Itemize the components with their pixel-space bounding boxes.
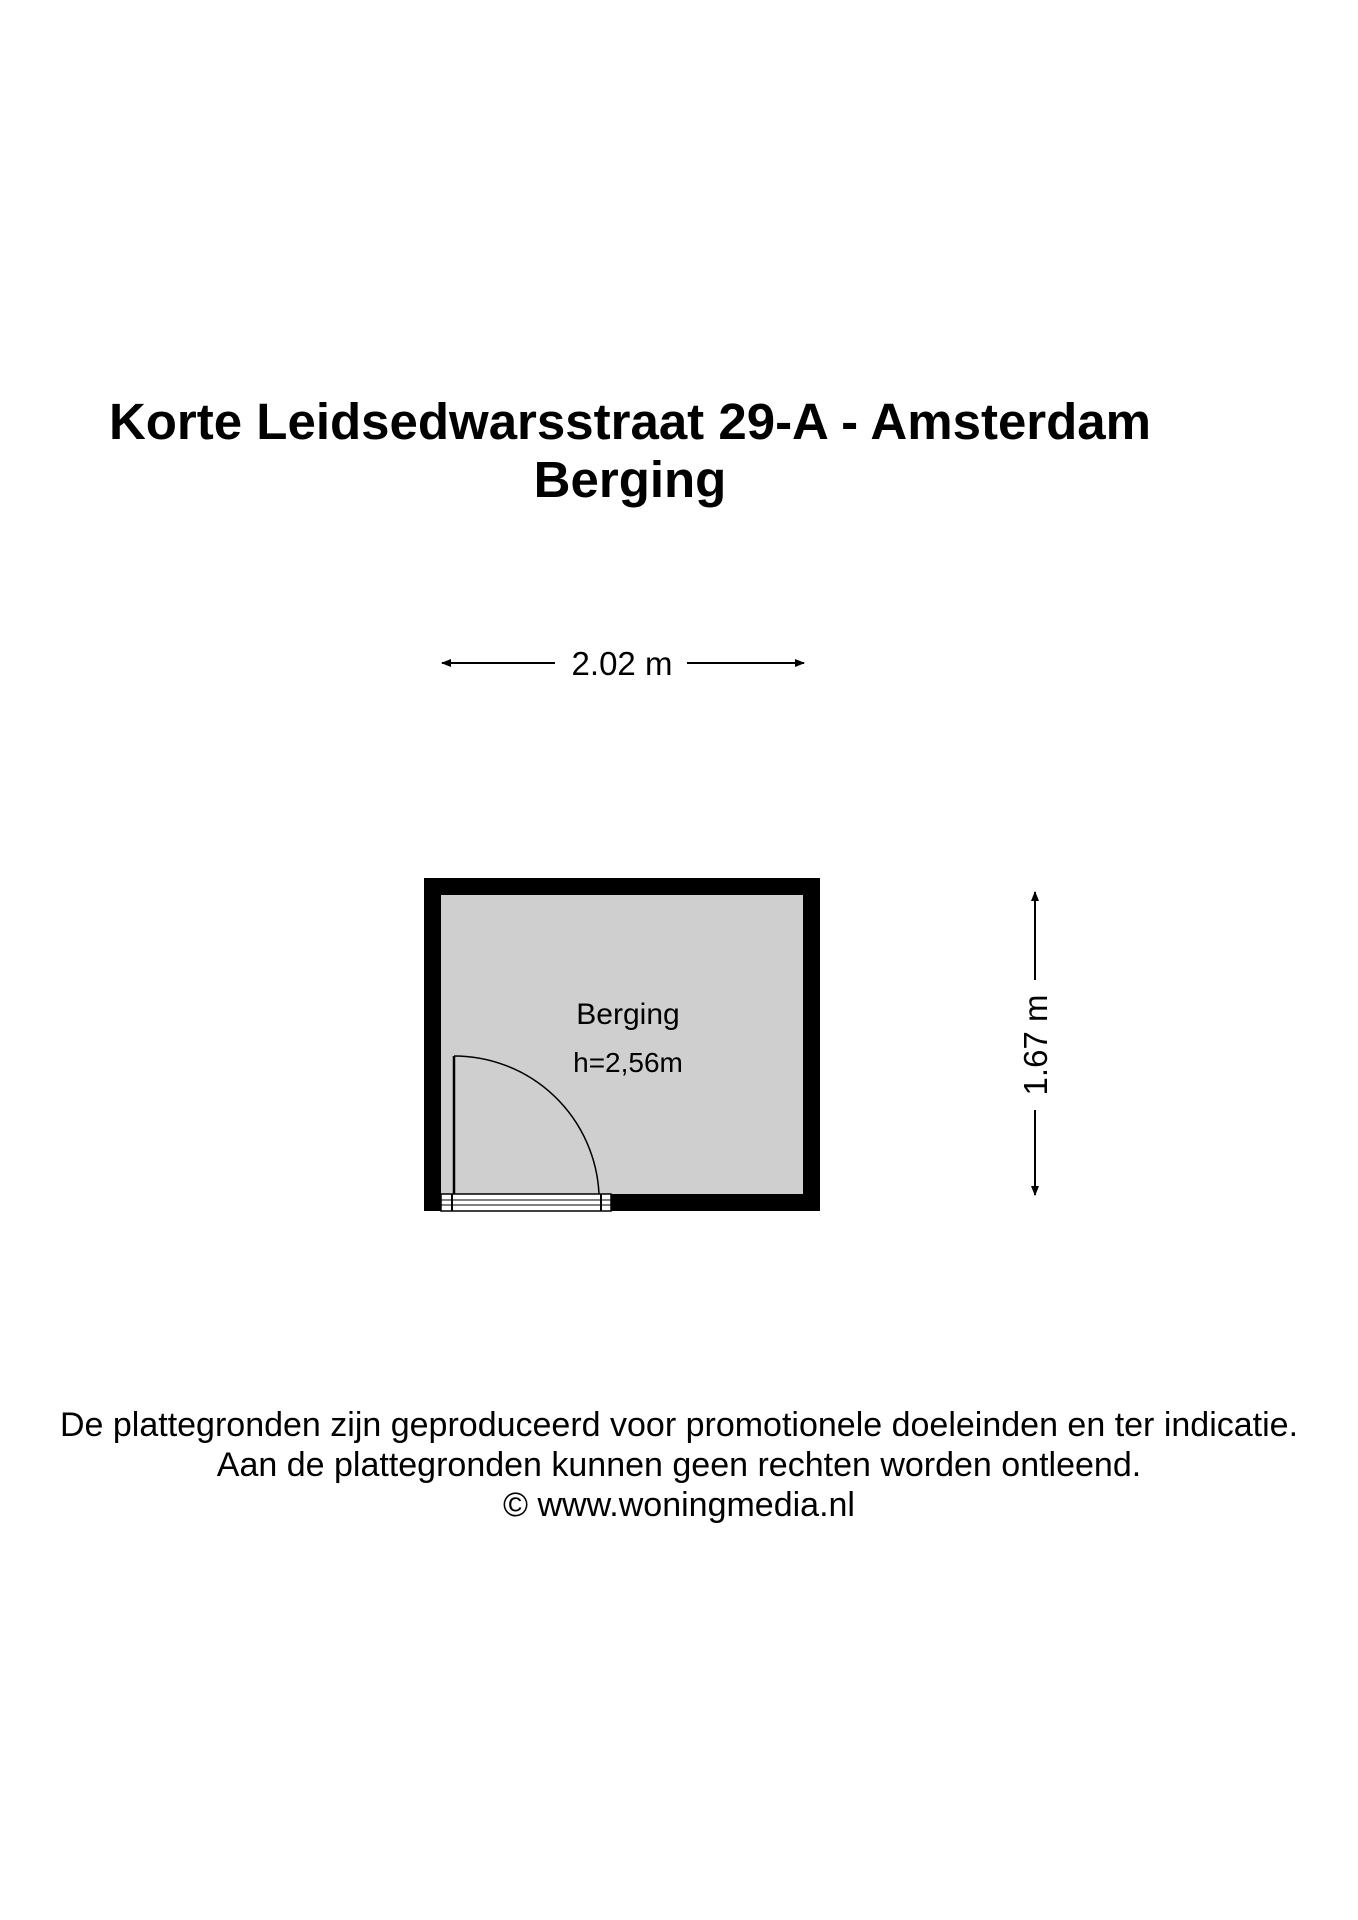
floor-title: Berging xyxy=(533,451,727,508)
wall-left xyxy=(424,878,441,1211)
wall-bottom xyxy=(611,1194,820,1211)
wall-right xyxy=(803,878,820,1211)
disclaimer-line-1: De plattegronden zijn geproduceerd voor promotionele doeleinden en ter indicatie. xyxy=(59,1406,1299,1444)
depth-dimension xyxy=(1017,892,1054,1195)
copyright-line: © www.woningmedia.nl xyxy=(503,1486,855,1524)
room-name: Berging xyxy=(576,998,680,1031)
width-dimension xyxy=(442,645,804,682)
door-threshold xyxy=(441,1194,611,1211)
page-title: Korte Leidsedwarsstraat 29-A - Amsterdam xyxy=(108,393,1152,450)
width-label: 2.02 m xyxy=(571,645,673,682)
room-floor xyxy=(424,878,820,1211)
door-jamb xyxy=(451,1194,453,1211)
door-jamb xyxy=(600,1194,602,1211)
room-height: h=2,56m xyxy=(573,1047,683,1078)
wall-top xyxy=(424,878,820,895)
disclaimer-line-2: Aan de plattegronden kunnen geen rechten worden ontleend. xyxy=(216,1446,1142,1484)
depth-label: 1.67 m xyxy=(1017,994,1054,1096)
